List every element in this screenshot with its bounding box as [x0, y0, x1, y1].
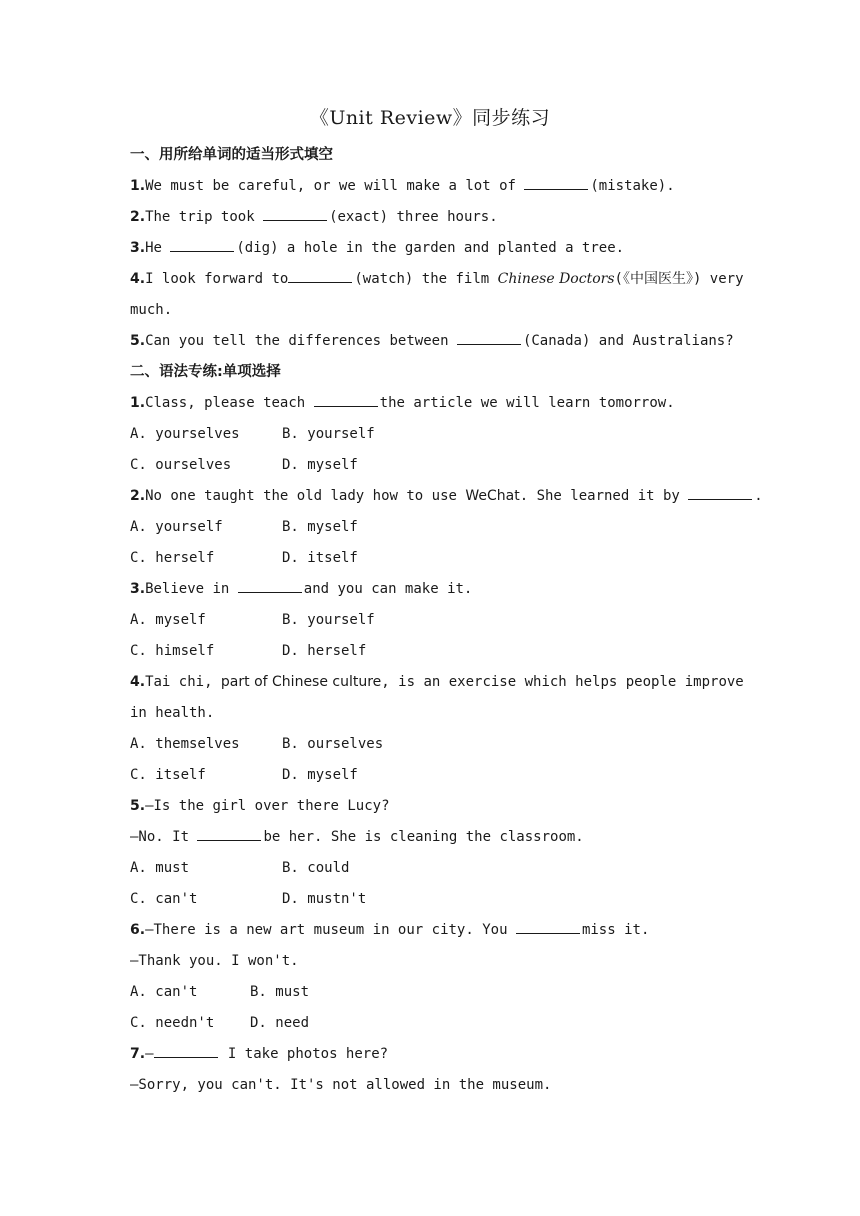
option-a[interactable]: A. can't: [130, 984, 198, 1000]
answer-blank[interactable]: [197, 826, 261, 841]
question-number: 6.: [130, 922, 146, 938]
option-b[interactable]: B. myself: [282, 519, 358, 535]
question-text: and you can make it.: [303, 581, 473, 597]
option-c[interactable]: C. itself: [130, 767, 206, 783]
question-number: 3.: [130, 240, 146, 256]
mc-question-1: [130, 388, 740, 419]
fill-question-5: [130, 326, 740, 357]
question-text: He: [145, 240, 171, 256]
mc-question-7-reply: —Sorry, you can't. It's not allowed in the museum.: [130, 1077, 552, 1093]
option-a[interactable]: A. themselves: [130, 736, 240, 752]
mc-question-4: [130, 667, 744, 698]
option-c[interactable]: C. ourselves: [130, 457, 232, 473]
option-row: [130, 543, 740, 574]
option-a[interactable]: A. yourselves: [130, 426, 240, 442]
fill-question-4: [130, 264, 744, 295]
question-text: —No. It: [130, 829, 198, 845]
option-b[interactable]: B. could: [282, 860, 350, 876]
option-row: [130, 884, 740, 915]
answer-blank[interactable]: [154, 1043, 218, 1058]
question-text: miss it.: [581, 922, 650, 938]
question-number: 1.: [130, 178, 146, 194]
option-c[interactable]: C. needn't: [130, 1015, 215, 1031]
section-heading-multiple-choice: 二、语法专练:单项选择: [130, 364, 281, 380]
option-d[interactable]: D. myself: [282, 457, 358, 473]
question-number: 7.: [130, 1046, 146, 1062]
answer-blank[interactable]: [516, 919, 580, 934]
question-text: Tai chi,: [145, 674, 221, 690]
worksheet-content: [130, 140, 763, 1101]
option-row: [130, 760, 740, 791]
option-d[interactable]: D. itself: [282, 550, 358, 566]
question-number: 2.: [130, 488, 146, 504]
option-row: [130, 419, 740, 450]
option-c[interactable]: C. himself: [130, 643, 215, 659]
option-b[interactable]: B. ourselves: [282, 736, 384, 752]
question-text: The trip took: [145, 209, 264, 225]
mc-question-4-continued: in health.: [130, 705, 215, 721]
mc-question-5-reply: [130, 822, 740, 853]
option-row: [130, 977, 740, 1008]
question-text: —Is the girl over there Lucy?: [145, 798, 390, 814]
question-text: Believe in: [145, 581, 238, 597]
question-text: the article we will learn tomorrow.: [379, 395, 675, 411]
mc-question-2: [130, 481, 763, 512]
answer-blank[interactable]: [457, 330, 521, 345]
option-row: [130, 512, 740, 543]
question-text: , is an exercise which helps people improve: [381, 674, 744, 690]
question-text: .: [754, 488, 763, 504]
answer-blank[interactable]: [238, 578, 302, 593]
question-number: 2.: [130, 209, 146, 225]
question-text: (exact) three hours.: [329, 209, 498, 225]
option-d[interactable]: D. herself: [282, 643, 367, 659]
answer-blank[interactable]: [688, 485, 752, 500]
question-number: 4.: [130, 674, 146, 690]
question-text: (dig) a hole in the garden and planted a tree.: [236, 240, 625, 256]
question-text: I look forward to: [145, 271, 289, 287]
question-text: (Canada) and Australians?: [522, 333, 734, 349]
question-text: We must be careful, or we will make a lot of: [145, 178, 525, 194]
question-number: 4.: [130, 271, 146, 287]
page-title: 《Unit Review》同步练习: [309, 107, 551, 129]
option-row: [130, 450, 740, 481]
question-number: 5.: [130, 333, 146, 349]
question-text: . She learned it by: [519, 488, 689, 504]
question-text: (mistake).: [590, 178, 675, 194]
question-text: (watch) the film: [354, 271, 498, 287]
question-number: 1.: [130, 395, 146, 411]
question-text: Class, please teach: [145, 395, 314, 411]
answer-blank[interactable]: [524, 175, 588, 190]
mc-question-3: [130, 574, 740, 605]
question-number: 3.: [130, 581, 146, 597]
question-text: Can you tell the differences between: [145, 333, 457, 349]
film-title: Chinese Doctors: [497, 271, 615, 287]
option-row: [130, 1008, 740, 1039]
mc-question-5: [130, 791, 740, 822]
answer-blank[interactable]: [263, 206, 327, 221]
section-heading-fill-in: 一、用所给单词的适当形式填空: [130, 147, 333, 163]
wechat-text: WeChat: [465, 488, 520, 504]
question-text: —: [145, 1046, 154, 1062]
fill-question-4-continued: much.: [130, 302, 173, 318]
mc-question-6: [130, 915, 740, 946]
question-text: I take photos here?: [219, 1046, 389, 1062]
question-text: —There is a new art museum in our city. You: [145, 922, 516, 938]
option-d[interactable]: D. need: [250, 1015, 310, 1031]
option-d[interactable]: D. mustn't: [282, 891, 367, 907]
option-c[interactable]: C. can't: [130, 891, 198, 907]
option-row: [130, 853, 740, 884]
option-a[interactable]: A. myself: [130, 612, 206, 628]
mc-question-6-reply: —Thank you. I won't.: [130, 953, 299, 969]
question-text-phrase: part of Chinese culture: [220, 674, 382, 690]
option-b[interactable]: B. must: [250, 984, 310, 1000]
option-row: [130, 729, 740, 760]
answer-blank[interactable]: [288, 268, 352, 283]
question-text: be her. She is cleaning the classroom.: [263, 829, 584, 845]
question-text: (《中国医生》) very: [614, 271, 744, 287]
option-d[interactable]: D. myself: [282, 767, 358, 783]
option-row: [130, 605, 740, 636]
option-b[interactable]: B. yourself: [282, 612, 375, 628]
option-a[interactable]: A. yourself: [130, 519, 223, 535]
option-row: [130, 636, 740, 667]
question-number: 5.: [130, 798, 146, 814]
question-text: No one taught the old lady how to use: [145, 488, 466, 504]
option-a[interactable]: A. must: [130, 860, 190, 876]
mc-question-7: [130, 1039, 740, 1070]
fill-question-2: [130, 202, 740, 233]
answer-blank[interactable]: [170, 237, 234, 252]
option-c[interactable]: C. herself: [130, 550, 215, 566]
fill-question-1: [130, 171, 740, 202]
option-b[interactable]: B. yourself: [282, 426, 375, 442]
answer-blank[interactable]: [314, 392, 378, 407]
fill-question-3: [130, 233, 740, 264]
